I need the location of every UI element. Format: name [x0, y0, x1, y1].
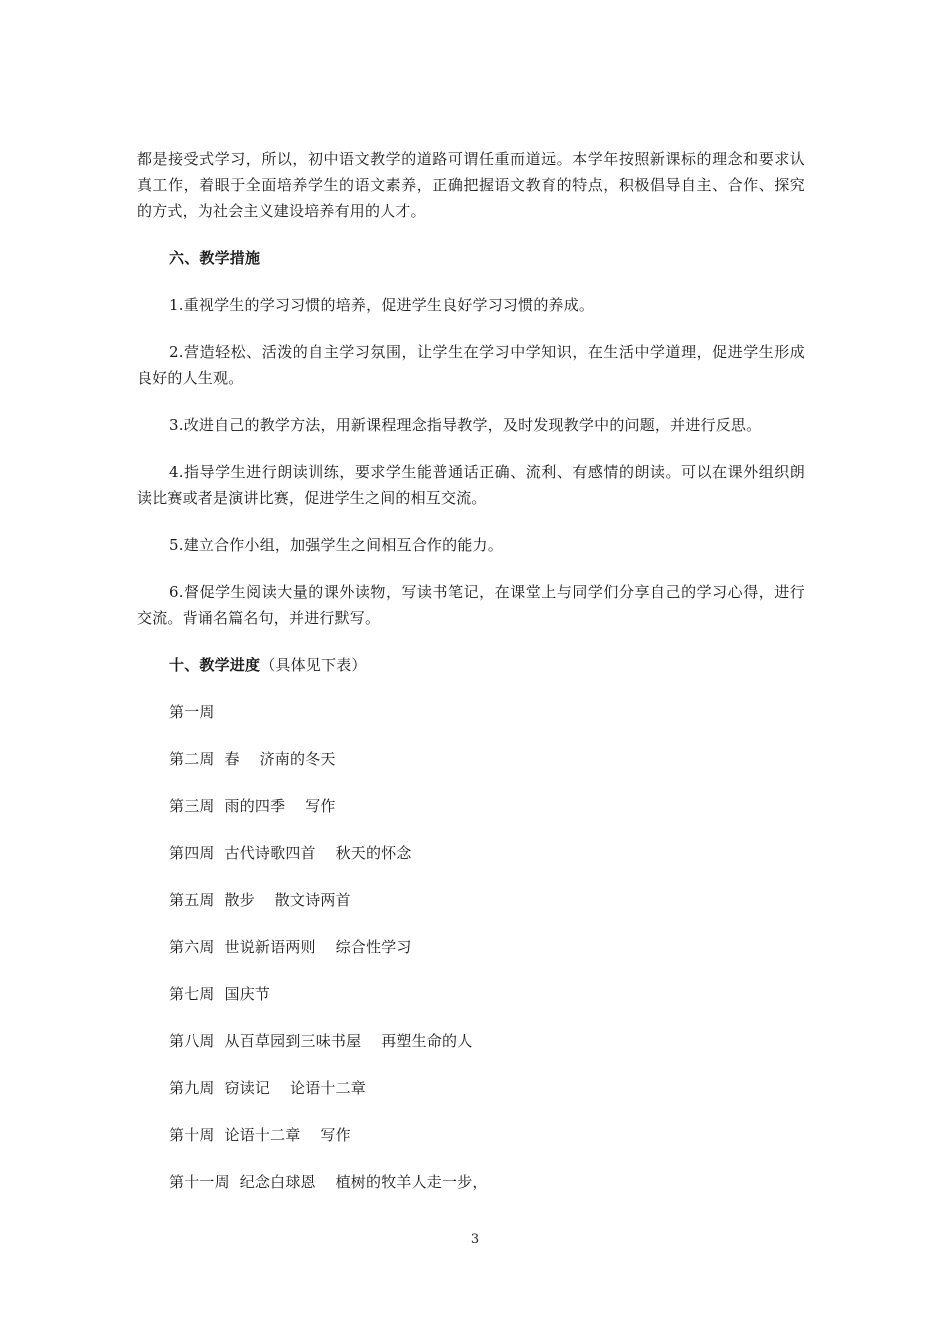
week-row-11: 第十一周 纪念白球恩 植树的牧羊人走一步， — [169, 1173, 488, 1191]
document-body — [137, 146, 805, 1216]
week-row-7: 第七周 国庆节 — [169, 985, 271, 1003]
intro-paragraph: 都是接受式学习，所以，初中语文教学的道路可谓任重而道远。本学年按照新课标的理念和要求认真工作，着眼于全面培养学生的语文素养，正确把握语文教育的特点，积极倡导自主、合作、探究的方式，为社会主义建设培养有用的人才。 — [137, 150, 805, 220]
week-row-10: 第十周 论语十二章 写作 — [169, 1126, 351, 1144]
week-row-4: 第四周 古代诗歌四首 秋天的怀念 — [169, 844, 412, 862]
week-row-5: 第五周 散步 散文诗两首 — [169, 891, 351, 909]
week-row-8: 第八周 从百草园到三味书屋 再塑生命的人 — [169, 1032, 473, 1050]
section-six-heading: 六、教学措施 — [169, 249, 261, 267]
page-number: 3 — [470, 1232, 480, 1247]
week-row-6: 第六周 世说新语两则 综合性学习 — [169, 938, 412, 956]
week-row-9: 第九周 窃读记 论语十二章 — [169, 1079, 367, 1097]
measure-item-4: 4.指导学生进行朗读训练，要求学生能普通话正确、流利、有感情的朗读。可以在课外组织朗读比赛或者是演讲比赛，促进学生之间的相互交流。 — [137, 463, 805, 507]
week-row-2: 第二周 春 济南的冬天 — [169, 750, 336, 768]
section-ten-heading — [137, 652, 805, 678]
measure-item-3: 3.改进自己的教学方法，用新课程理念指导教学，及时发现教学中的问题，并进行反思。 — [169, 416, 762, 434]
measure-item-2: 2.营造轻松、活泼的自主学习氛围，让学生在学习中学知识，在生活中学道理，促进学生形成良好的人生观。 — [137, 343, 805, 387]
section-ten-title: 十、教学进度 — [169, 656, 261, 674]
measure-item-5: 5.建立合作小组，加强学生之间相互合作的能力。 — [169, 536, 503, 554]
week-row-3: 第三周 雨的四季 写作 — [169, 797, 336, 815]
measure-item-6: 6.督促学生阅读大量的课外读物，写读书笔记，在课堂上与同学们分享自己的学习心得，进行交流。背诵名篇名句，并进行默写。 — [137, 583, 805, 627]
week-row-1: 第一周 — [169, 703, 215, 721]
measure-item-1: 1.重视学生的学习习惯的培养，促进学生良好学习习惯的养成。 — [169, 296, 595, 314]
section-ten-note: （具体见下表） — [260, 656, 367, 674]
